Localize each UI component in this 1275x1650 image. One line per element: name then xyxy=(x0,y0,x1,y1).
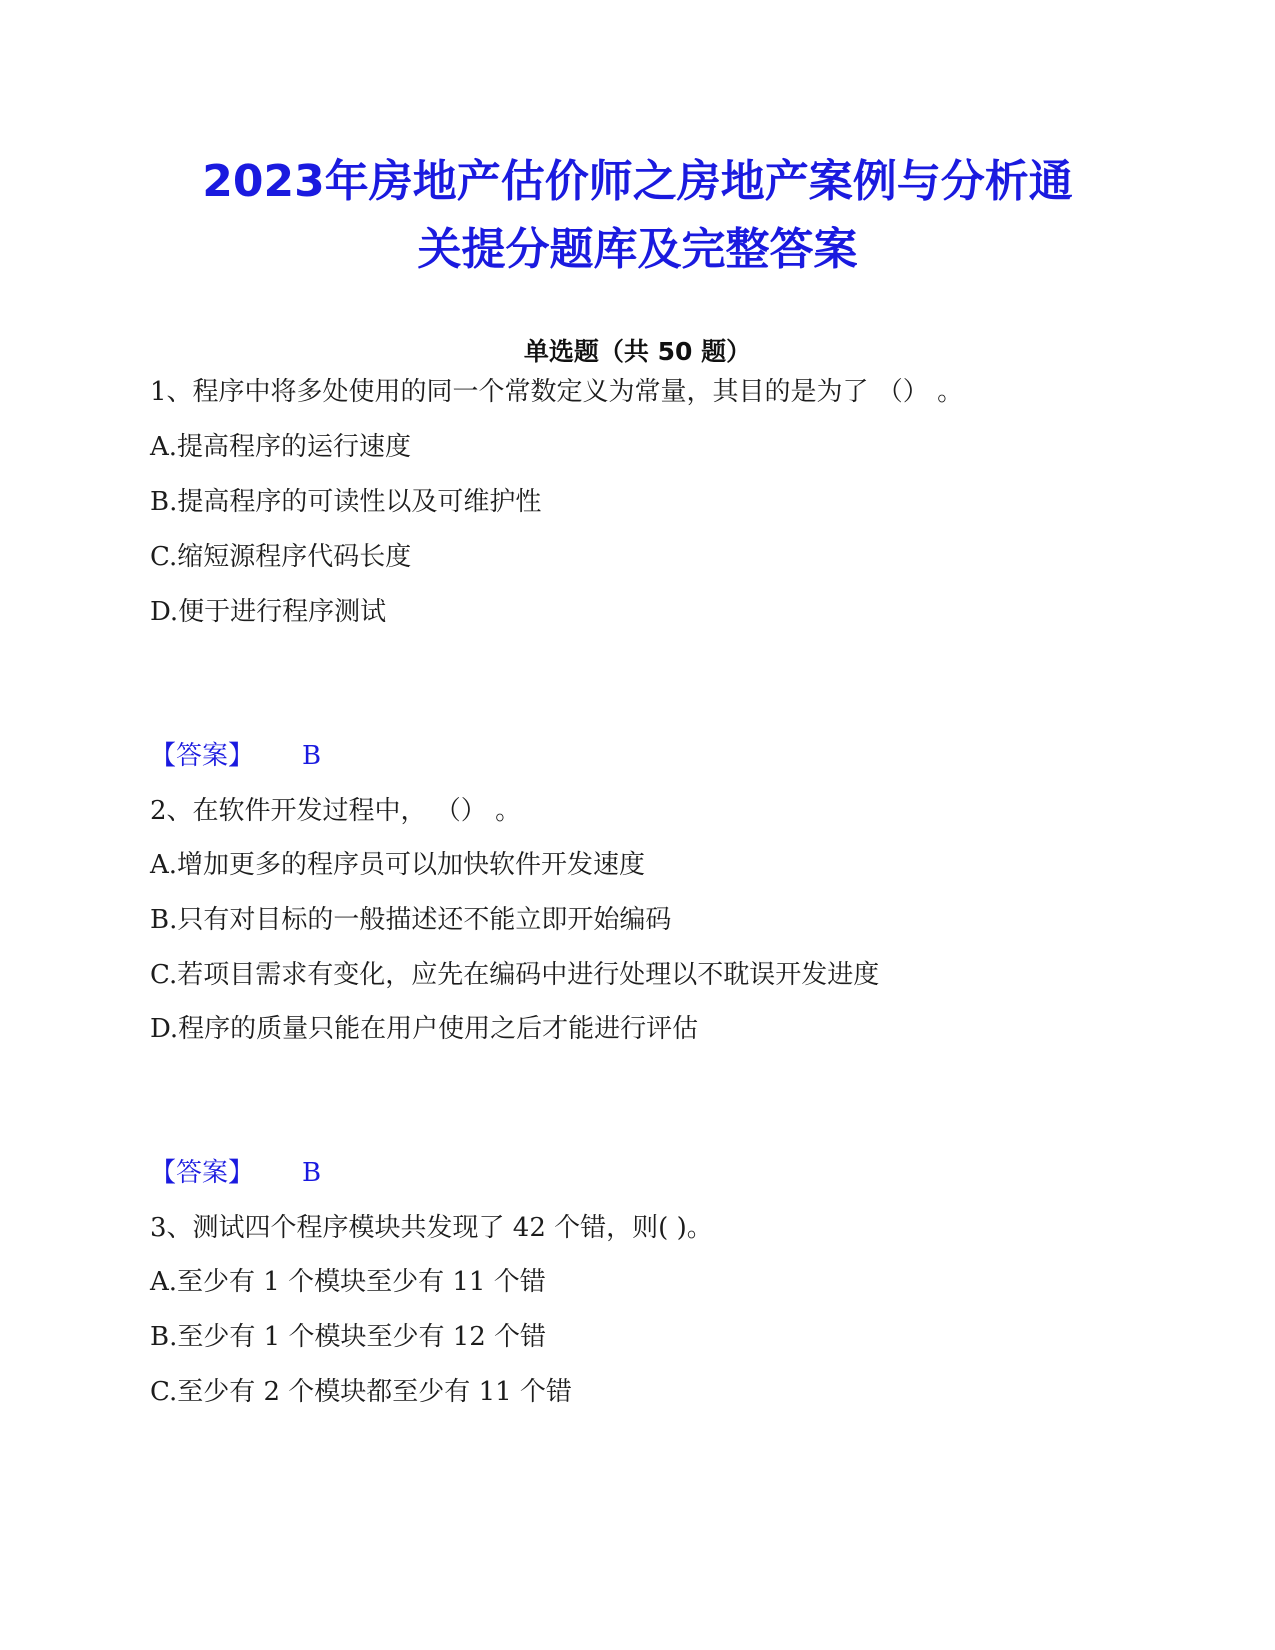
question-3-option-b: B.至少有 1 个模块至少有 12 个错 xyxy=(150,1322,547,1352)
answer-label: 【答案】 xyxy=(150,1158,255,1188)
question-2-option-b: B.只有对目标的一般描述还不能立即开始编码 xyxy=(150,905,672,935)
question-1-option-b: B.提高程序的可读性以及可维护性 xyxy=(150,487,542,517)
question-2-answer-value: B xyxy=(302,1158,322,1188)
question-2-answer xyxy=(150,1153,321,1193)
question-2-option-a: A.增加更多的程序员可以加快软件开发速度 xyxy=(150,850,646,880)
question-2-option-c: C.若项目需求有变化，应先在编码中进行处理以不耽误开发进度 xyxy=(150,960,880,990)
document-title-line-1: 2023年房地产估价师之房地产案例与分析通 xyxy=(202,156,1073,207)
question-3-option-a: A.至少有 1 个模块至少有 11 个错 xyxy=(150,1267,546,1297)
answer-label: 【答案】 xyxy=(150,741,255,771)
question-3-option-c: C.至少有 2 个模块都至少有 11 个错 xyxy=(150,1377,572,1407)
question-1-answer-value: B xyxy=(302,741,322,771)
question-3-stem: 3、测试四个程序模块共发现了 42 个错，则( )。 xyxy=(150,1213,713,1243)
question-1-answer xyxy=(150,736,321,776)
question-2-option-d: D.程序的质量只能在用户使用之后才能进行评估 xyxy=(150,1014,699,1044)
document-title-line-2: 关提分题库及完整答案 xyxy=(417,224,858,275)
question-1-option-c: C.缩短源程序代码长度 xyxy=(150,542,412,572)
section-heading: 单选题（共 50 题） xyxy=(523,337,752,366)
question-1-option-a: A.提高程序的运行速度 xyxy=(150,432,412,462)
question-1-option-d: D.便于进行程序测试 xyxy=(150,597,387,627)
question-2-stem: 2、在软件开发过程中， （） 。 xyxy=(150,796,522,826)
question-1-stem: 1、程序中将多处使用的同一个常数定义为常量，其目的是为了 （） 。 xyxy=(150,377,964,407)
